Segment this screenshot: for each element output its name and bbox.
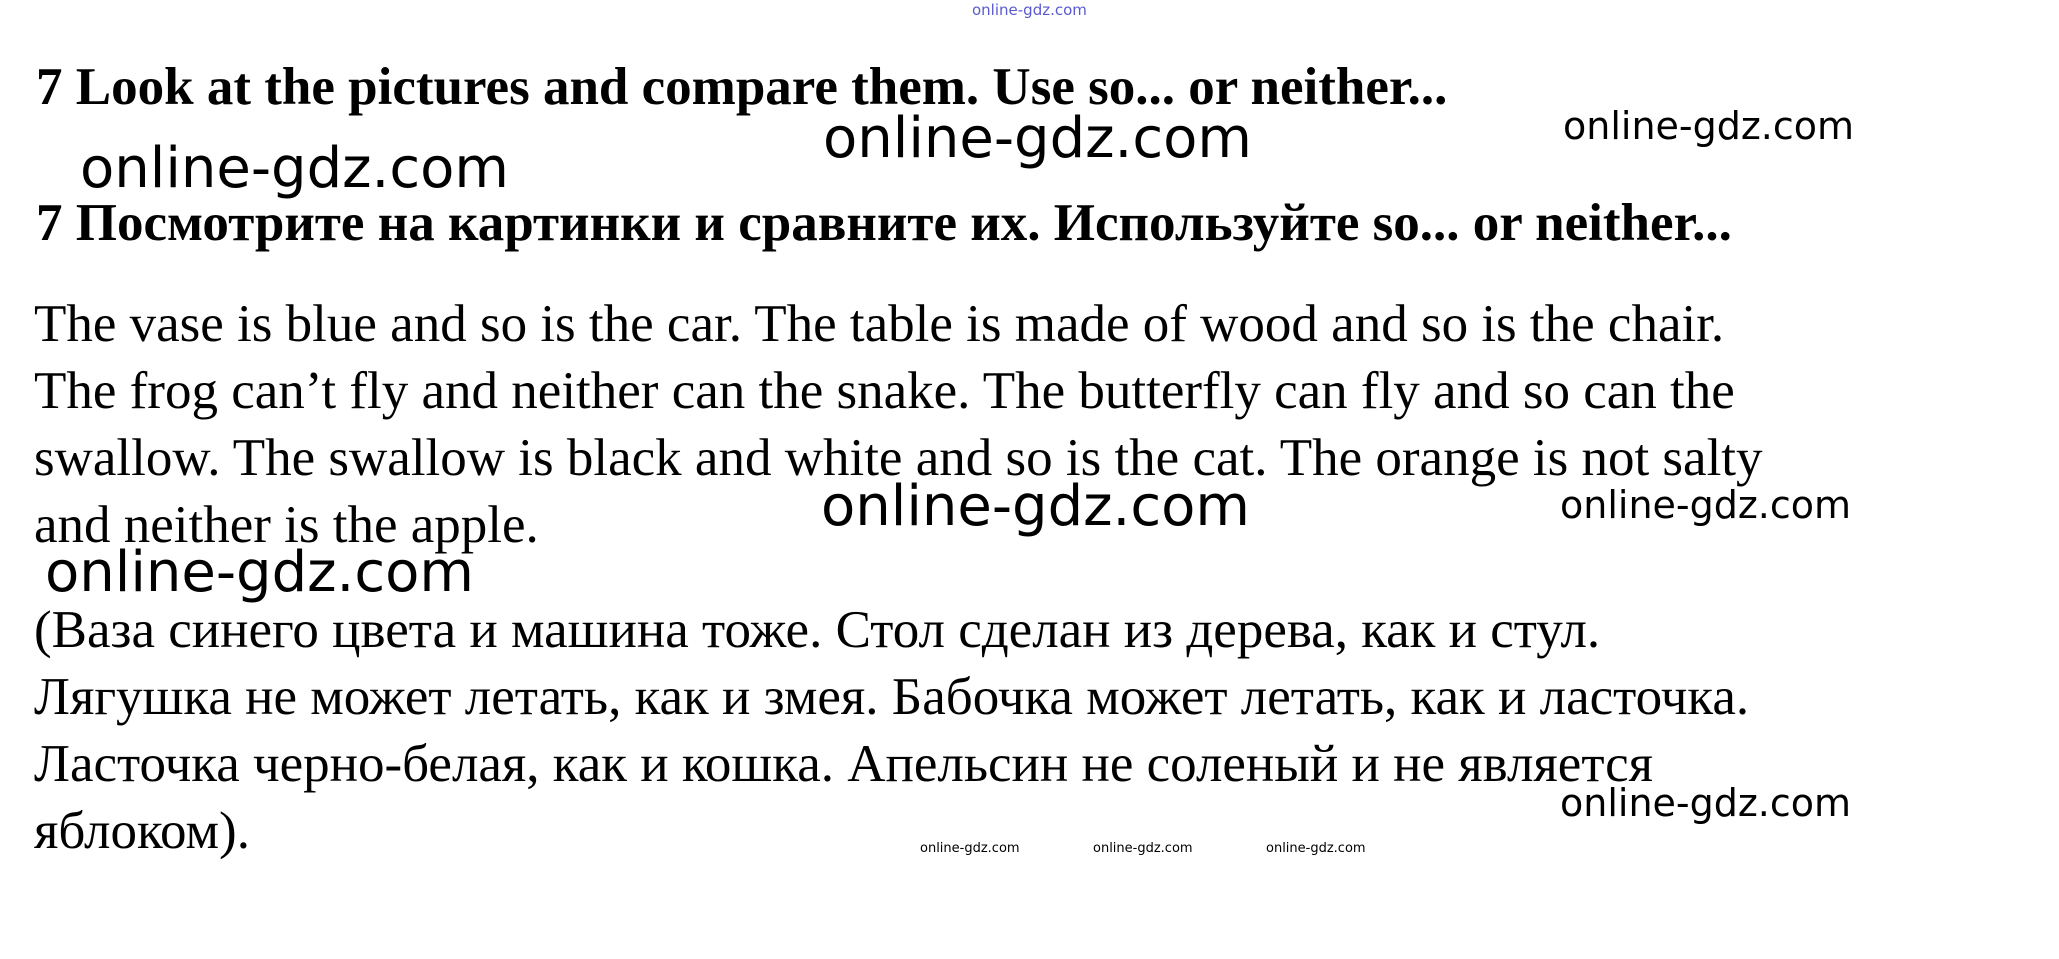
answer-russian <box>34 597 1994 865</box>
answer-english <box>34 291 1994 559</box>
watermark: online-gdz.com <box>823 106 1252 171</box>
watermark: online-gdz.com <box>920 841 1020 856</box>
watermark: online-gdz.com <box>821 474 1250 539</box>
answer-russian-line: (Ваза синего цвета и машина тоже. Стол сделан из дерева, как и стул. <box>34 601 1601 659</box>
answer-russian-line: Лягушка не может летать, как и змея. Бабочка может летать, как и ласточка. <box>34 668 1750 726</box>
exercise-title-english: 7 Look at the pictures and compare them. Use so... or neither... <box>36 58 1448 116</box>
answer-russian-line: Ласточка черно-белая, как и кошка. Апельсин не соленый и не является <box>34 735 1654 793</box>
answer-english-line: The frog can’t fly and neither can the snake. The butterfly can fly and so can the <box>34 362 1735 420</box>
watermark: online-gdz.com <box>1093 841 1193 856</box>
watermark: online-gdz.com <box>80 136 509 201</box>
watermark: online-gdz.com <box>1563 104 1855 148</box>
watermark: online-gdz.com <box>1266 841 1366 856</box>
answer-english-line: The vase is blue and so is the car. The table is made of wood and so is the chair. <box>34 295 1725 353</box>
watermark: online-gdz.com <box>45 540 474 605</box>
exercise-title-russian: 7 Посмотрите на картинки и сравните их. Используйте so... or neither... <box>36 194 1732 252</box>
answer-russian-line: яблоком). <box>34 802 250 860</box>
answer-english-line: and neither is the apple. <box>34 496 539 554</box>
watermark: online-gdz.com <box>1560 781 1852 825</box>
watermark: online-gdz.com <box>1560 483 1852 527</box>
watermark-top: online-gdz.com <box>972 1 1087 19</box>
answer-english-line: swallow. The swallow is black and white and so is the cat. The orange is not salty <box>34 429 1763 487</box>
